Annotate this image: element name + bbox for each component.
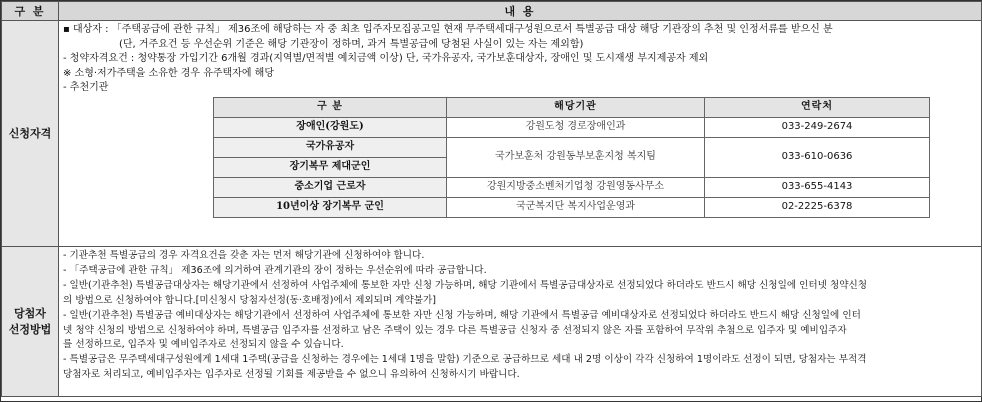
agency-phone: 033-655-4143 (705, 177, 930, 197)
agency-header-contact: 연락처 (705, 97, 930, 117)
agency-category: 국가유공자 (214, 137, 447, 157)
selection-line: - 특별공급은 무주택세대구성원에게 1세대 1주택(공급을 신청하는 경우에는 1세대 1명을 말함) 기준으로 공급하므로 세대 내 2명 이상이 각각 신청하여 1명이라도 선정이 되면, 당첨자는 부적격 (63, 354, 867, 366)
agency-header-org: 해당기관 (447, 97, 705, 117)
table-row (214, 117, 930, 137)
selection-line: - 일반(기관추천) 특별공급대상자는 해당기관에서 선정하여 사업주체에 통보한 자만 신청 가능하며, 해당 기관에서 특별공급대상자로 선정되었다 하더라도 반드시 해당 신청일에 인터넷 청약신청 (63, 279, 868, 291)
selection-line: 넷 청약 신청의 방법으로 신청하여야 하며, 특별공급 입주자를 선정하고 남은 주택이 있는 경우 다른 특별공급 신청자 중 선정되지 않은 자를 포함하여 무작위 추첨으로 입주자 및 예비입주자 (63, 324, 847, 336)
header-category: 구 분 (2, 2, 59, 21)
selection-line: - 기관추천 특별공급의 경우 자격요건을 갖춘 자는 먼저 해당기관에 신청하여야 합니다. (63, 250, 425, 261)
selection-line: 당첨자로 처리되고, 예비입주자는 입주자로 선정될 기회를 제공받을 수 없으니 유의하여 신청하시기 바랍니다. (63, 369, 520, 381)
agency-phone: 02-2225-6378 (705, 197, 930, 217)
selection-label-line-2: 선정방법 (8, 322, 52, 336)
table-row (214, 197, 930, 217)
special-supply-table (1, 1, 982, 397)
selection-content (59, 247, 982, 397)
agency-header-category: 구 분 (214, 97, 447, 117)
agency-category: 장애인(강원도) (214, 117, 447, 137)
agency-org: 강원도청 경로장애인과 (447, 117, 705, 137)
recommending-agencies-line: - 추천기관 (63, 82, 109, 94)
agency-table (213, 97, 930, 218)
agency-phone: 033-249-2674 (705, 117, 930, 137)
selection-line: 를 선정하므로, 입주자 및 예비입주자로 선정되지 않을 수 있습니다. (63, 339, 344, 351)
selection-line: - 일반(기관추천) 특별공급 예비대상자는 해당기관에서 선정하여 사업주체에 통보한 자만 신청 가능하며, 해당 기관에서 특별공급 예비대상자로 선정되었다 하더라도 반드시 해당 신청일에 인터 (63, 309, 861, 321)
qualification-label: 신청자격 (2, 21, 59, 247)
agency-phone: 033-610-0636 (705, 137, 930, 177)
agency-category: 장기복무 제대군인 (214, 157, 447, 177)
table-row (214, 137, 930, 157)
qualification-content (59, 21, 982, 247)
selection-line: - 「주택공급에 관한 규칙」 제36조에 의거하여 관계기관의 장이 정하는 우선순위에 따라 공급합니다. (63, 264, 487, 276)
header-content: 내 용 (59, 2, 982, 21)
agency-category: 10년이상 장기복무 군인 (214, 197, 447, 217)
eligibility-note-line: (단, 거주요건 등 우선순위 기준은 해당 기관장이 정하며, 과거 특별공급에 당첨된 사실이 있는 자는 제외함) (119, 38, 584, 50)
agency-category: 중소기업 근로자 (214, 177, 447, 197)
eligibility-target-line: ▪ 대상자 : 「주택공급에 관한 규칙」 제36조에 해당하는 자 중 최초 입주자모집공고일 현재 무주택세대구성원으로서 특별공급 대상 해당 기관장의 추천 및 인정서류를 받으신 분 (63, 24, 833, 35)
agency-org: 국군복지단 복지사업운영과 (447, 197, 705, 217)
agency-org: 강원지방중소벤처기업청 강원영동사무소 (447, 177, 705, 197)
table-row (214, 177, 930, 197)
selection-line: 의 방법으로 신청하여야 합니다.[미신청시 당첨자선정(동·호배정)에서 제외되며 계약불가] (63, 294, 436, 306)
small-house-note-line: ※ 소형·저가주택을 소유한 경우 유주택자에 해당 (63, 67, 274, 79)
subscription-requirement-line: - 청약자격요건 : 청약통장 가입기간 6개월 경과(지역별/면적별 예치금액 이상) 단, 국가유공자, 국가보훈대상자, 장애인 및 도시재생 부지제공자 제외 (63, 53, 709, 65)
selection-label (2, 247, 59, 397)
selection-label-line-1: 당첨자 (14, 306, 46, 320)
agency-org: 국가보훈처 강원동부보훈지청 복지팀 (447, 137, 705, 177)
